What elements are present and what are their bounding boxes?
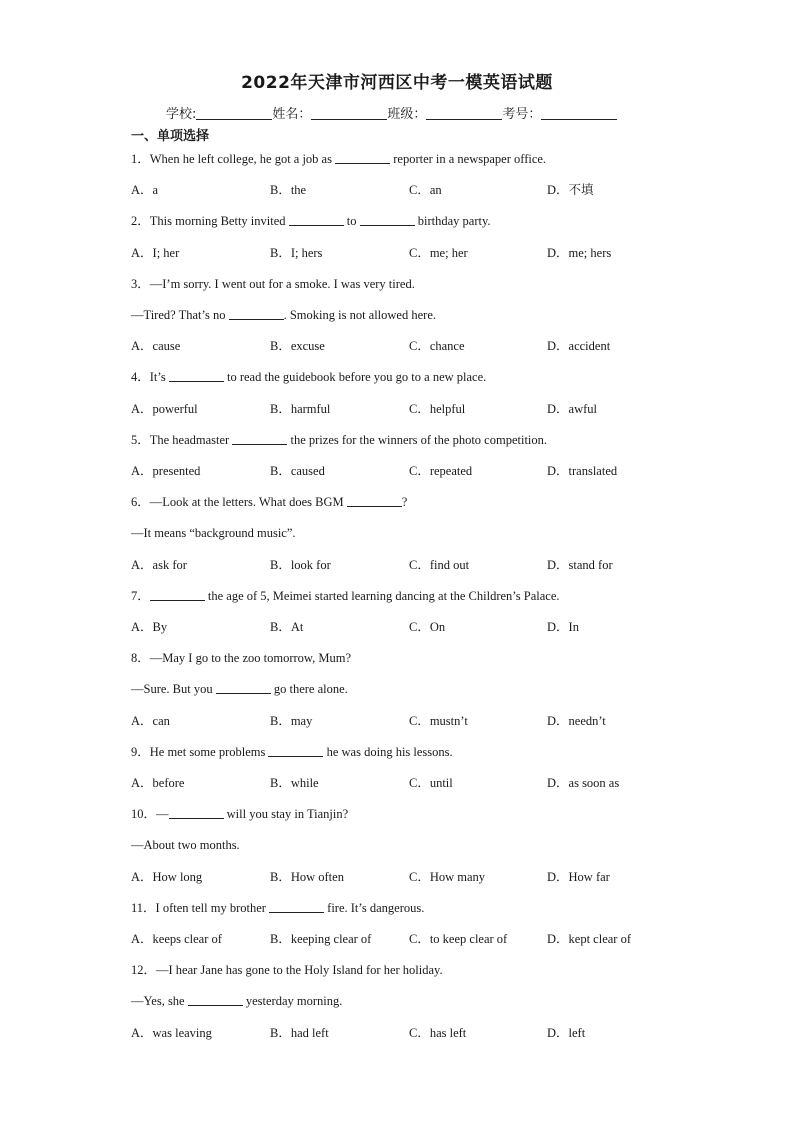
question-text: 2．This morning Betty invited xyxy=(131,214,289,229)
question-text: —It means “background music”. xyxy=(131,526,296,541)
answer-blank[interactable] xyxy=(360,213,415,226)
answer-blank[interactable] xyxy=(289,213,344,226)
option-a[interactable]: A．I; her xyxy=(131,245,180,260)
question-text: the prizes for the winners of the photo competition. xyxy=(287,432,548,447)
question-text: 10．— xyxy=(131,807,169,822)
question-7-options xyxy=(131,619,671,635)
question-text: the age of 5, Meimei started learning dancing at the Children’s Palace. xyxy=(204,588,560,603)
option-c[interactable]: C．mustn’t xyxy=(409,713,468,728)
option-b[interactable]: B．caused xyxy=(270,464,325,478)
question-4-line-1 xyxy=(131,369,486,385)
question-text: —About two months. xyxy=(131,838,240,853)
option-a[interactable]: A．By xyxy=(131,620,168,634)
option-b[interactable]: B．look for xyxy=(270,557,331,572)
option-d[interactable]: D．needn’t xyxy=(547,713,606,728)
student-info-row xyxy=(166,103,617,122)
class-blank[interactable] xyxy=(426,107,502,120)
school-blank[interactable] xyxy=(196,107,272,120)
question-6-line-1 xyxy=(131,494,407,510)
answer-blank[interactable] xyxy=(229,307,284,320)
answer-blank[interactable] xyxy=(150,588,205,601)
question-3-line-2 xyxy=(131,307,436,323)
option-d[interactable]: D．awful xyxy=(547,401,597,416)
question-6-line-2 xyxy=(131,525,296,541)
question-text: 12．—I hear Jane has gone to the Holy Island for her holiday. xyxy=(131,963,443,978)
question-text: 11．I often tell my brother xyxy=(131,900,270,915)
option-c[interactable]: C．to keep clear of xyxy=(409,932,508,946)
question-6-options xyxy=(131,557,671,573)
question-text: to xyxy=(343,214,360,229)
question-text: birthday party. xyxy=(414,214,491,229)
answer-blank[interactable] xyxy=(169,369,224,382)
option-a[interactable]: A．a xyxy=(131,183,159,198)
question-text: 1．When he left college, he got a job as xyxy=(131,152,336,166)
question-3-line-1 xyxy=(131,276,415,292)
option-b[interactable]: B．had left xyxy=(270,1025,329,1040)
question-12-line-2 xyxy=(131,993,342,1009)
option-d[interactable]: D．stand for xyxy=(547,557,613,572)
option-b[interactable]: B．I; hers xyxy=(270,245,323,260)
question-10-line-2 xyxy=(131,837,240,853)
option-c[interactable]: C．chance xyxy=(409,339,465,354)
number-blank[interactable] xyxy=(541,107,617,120)
number-label: 考号： xyxy=(502,107,542,122)
option-b[interactable]: B．How often xyxy=(270,869,344,884)
question-3-options xyxy=(131,338,671,354)
question-9-options xyxy=(131,775,671,791)
option-c[interactable]: C．On xyxy=(409,620,446,634)
question-7-line-1 xyxy=(131,588,560,604)
question-11-options xyxy=(131,931,671,947)
answer-blank[interactable] xyxy=(335,151,390,164)
question-text: 6．—Look at the letters. What does BGM xyxy=(131,495,347,510)
option-a[interactable]: A．presented xyxy=(131,464,201,478)
option-d[interactable]: D．translated xyxy=(547,464,618,478)
question-text: 5．The headmaster xyxy=(131,432,233,447)
option-b[interactable]: B．may xyxy=(270,713,313,728)
option-b[interactable]: B．keeping clear of xyxy=(270,932,372,946)
question-5-line-1 xyxy=(131,432,547,448)
option-c[interactable]: C．has left xyxy=(409,1025,467,1040)
question-text: —Yes, she xyxy=(131,994,188,1009)
answer-blank[interactable] xyxy=(347,494,402,507)
question-12-options xyxy=(131,1025,671,1041)
question-1-options xyxy=(131,182,671,198)
option-b[interactable]: B．At xyxy=(270,620,304,634)
section-heading: 一、单项选择 xyxy=(131,129,210,144)
question-text: to read the guidebook before you go to a new place. xyxy=(223,370,487,385)
option-d[interactable]: D．不填 xyxy=(547,183,594,198)
answer-blank[interactable] xyxy=(169,806,224,819)
question-text: . Smoking is not allowed here. xyxy=(283,308,436,322)
option-d[interactable]: D．me; hers xyxy=(547,245,612,260)
option-c[interactable]: C．me; her xyxy=(409,245,468,260)
question-8-line-2 xyxy=(131,681,348,697)
option-b[interactable]: B．while xyxy=(270,776,319,790)
name-blank[interactable] xyxy=(311,107,387,120)
question-8-line-1 xyxy=(131,650,351,666)
option-b[interactable]: B．harmful xyxy=(270,401,331,416)
answer-blank[interactable] xyxy=(269,900,324,913)
question-text: yesterday morning. xyxy=(242,994,343,1009)
option-a[interactable]: A．How long xyxy=(131,869,203,884)
option-d[interactable]: D．In xyxy=(547,620,579,634)
page-title: 2022年天津市河西区中考一模英语试题 xyxy=(241,73,553,93)
option-c[interactable]: C．an xyxy=(409,183,442,198)
question-9-line-1 xyxy=(131,744,453,760)
question-10-line-1 xyxy=(131,806,348,822)
question-text: go there alone. xyxy=(270,682,348,697)
option-d[interactable]: D．How far xyxy=(547,869,610,884)
option-d[interactable]: D．accident xyxy=(547,339,611,354)
question-text: 9．He met some problems xyxy=(131,744,269,759)
name-label: 姓名： xyxy=(272,107,312,122)
question-12-line-1 xyxy=(131,962,443,978)
option-d[interactable]: D．as soon as xyxy=(547,776,620,790)
option-b[interactable]: B．excuse xyxy=(270,339,325,354)
question-11-line-1 xyxy=(131,900,424,916)
option-b[interactable]: B．the xyxy=(270,183,307,198)
option-c[interactable]: C．helpful xyxy=(409,401,466,416)
question-10-options xyxy=(131,869,671,885)
option-c[interactable]: C．find out xyxy=(409,557,470,572)
option-c[interactable]: C．How many xyxy=(409,869,486,884)
question-text: —Sure. But you xyxy=(131,682,216,697)
answer-blank[interactable] xyxy=(188,993,243,1006)
question-2-options xyxy=(131,245,671,261)
question-text: he was doing his lessons. xyxy=(323,744,453,759)
answer-blank[interactable] xyxy=(232,432,287,445)
school-label: 学校: xyxy=(166,107,197,122)
answer-blank[interactable] xyxy=(268,744,323,757)
question-text: fire. It’s dangerous. xyxy=(324,900,425,915)
question-8-options xyxy=(131,713,671,729)
option-d[interactable]: D．kept clear of xyxy=(547,932,631,946)
option-c[interactable]: C．repeated xyxy=(409,464,473,478)
question-text: —Tired? That’s no xyxy=(131,308,229,322)
class-label: 班级： xyxy=(387,107,427,122)
question-2-line-1 xyxy=(131,213,491,229)
option-c[interactable]: C．until xyxy=(409,776,453,790)
option-d[interactable]: D．left xyxy=(547,1025,586,1040)
question-text: 4．It’s xyxy=(131,370,169,385)
question-text: will you stay in Tianjin? xyxy=(223,807,349,822)
option-a[interactable]: A．can xyxy=(131,713,170,728)
answer-blank[interactable] xyxy=(216,681,271,694)
question-1-line-1 xyxy=(131,151,546,167)
option-a[interactable]: A．before xyxy=(131,776,185,790)
option-a[interactable]: A．ask for xyxy=(131,557,187,572)
question-5-options xyxy=(131,463,671,479)
option-a[interactable]: A．powerful xyxy=(131,401,198,416)
option-a[interactable]: A．cause xyxy=(131,339,181,354)
question-4-options xyxy=(131,401,671,417)
option-a[interactable]: A．keeps clear of xyxy=(131,932,222,946)
question-text: 3．—I’m sorry. I went out for a smoke. I was very tired. xyxy=(131,276,415,291)
question-text: ? xyxy=(401,495,408,510)
option-a[interactable]: A．was leaving xyxy=(131,1025,212,1040)
question-text: 7． xyxy=(131,588,150,603)
question-text: 8．—May I go to the zoo tomorrow, Mum? xyxy=(131,651,351,666)
question-text: reporter in a newspaper office. xyxy=(390,152,547,166)
